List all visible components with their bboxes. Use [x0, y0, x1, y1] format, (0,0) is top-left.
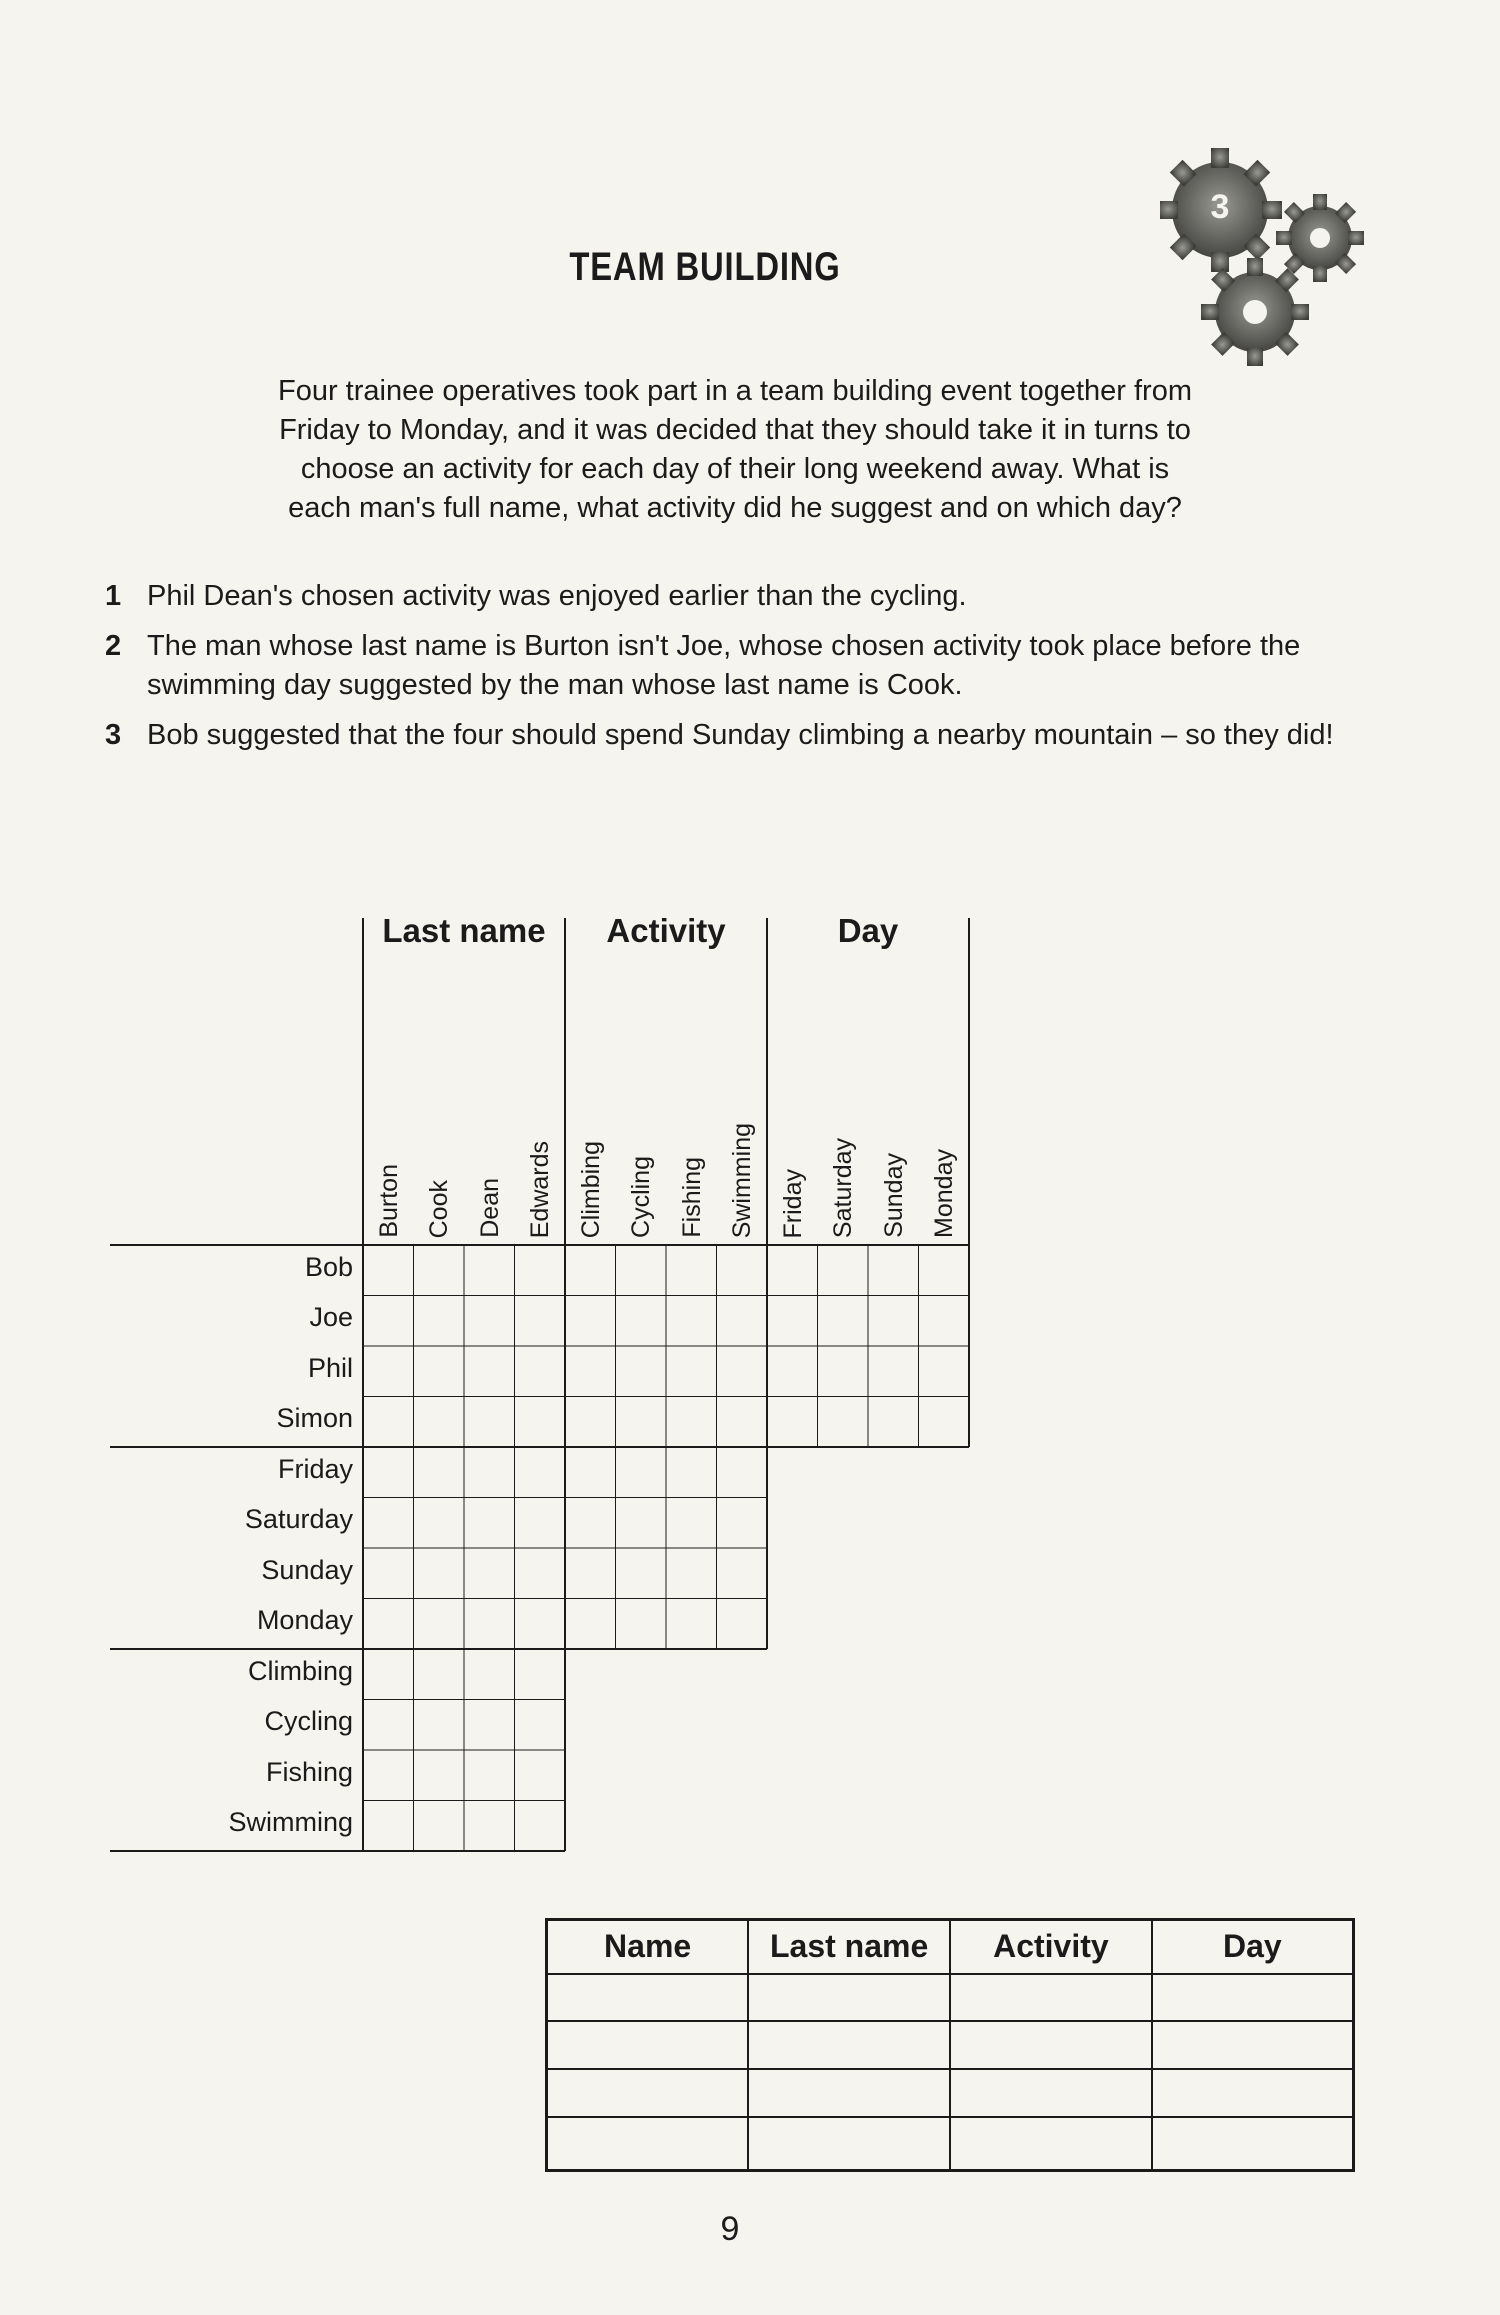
- col-header-edwards: Edwards: [526, 1140, 554, 1238]
- row-header-saturday: Saturday: [244, 1504, 353, 1534]
- col-header-saturday: Saturday: [829, 1137, 857, 1238]
- group-header-last-name: Last name: [382, 912, 546, 949]
- answer-cell[interactable]: [748, 2117, 950, 2171]
- answer-row: [547, 2021, 1354, 2069]
- col-header-fishing: Fishing: [678, 1157, 706, 1238]
- clue-number: 2: [105, 630, 122, 662]
- col-header-climbing: Climbing: [577, 1140, 605, 1238]
- clue-text: Bob suggested that the four should spend Sunday climbing a nearby mountain – so they did!: [147, 719, 1334, 751]
- row-header-cycling: Cycling: [264, 1706, 353, 1736]
- answer-cell[interactable]: [748, 2021, 950, 2069]
- answer-row: [547, 2117, 1354, 2171]
- answer-cell[interactable]: [950, 2069, 1152, 2117]
- row-header-joe: Joe: [309, 1302, 353, 1332]
- answer-cell[interactable]: [547, 1974, 749, 2022]
- row-header-swimming: Swimming: [228, 1807, 353, 1837]
- col-header-monday: Monday: [930, 1149, 958, 1238]
- column-headers: [363, 1000, 969, 1238]
- col-header-friday: Friday: [779, 1168, 807, 1238]
- answer-header-activity: Activity: [950, 1920, 1152, 1974]
- answer-header-name: Name: [547, 1920, 749, 1974]
- row-header-phil: Phil: [307, 1353, 353, 1383]
- answer-row: [547, 1974, 1354, 2022]
- col-header-cycling: Cycling: [627, 1156, 655, 1238]
- answer-cell[interactable]: [950, 1974, 1152, 2022]
- row-header-monday: Monday: [256, 1605, 353, 1635]
- clue-number: 3: [105, 719, 122, 751]
- row-header-climbing: Climbing: [247, 1656, 353, 1686]
- col-header-sunday: Sunday: [880, 1153, 908, 1238]
- answer-cell[interactable]: [547, 2021, 749, 2069]
- page-number: 9: [720, 2210, 740, 2248]
- group-header-day: Day: [837, 912, 899, 949]
- clue-text: Phil Dean's chosen activity was enjoyed earlier than the cycling.: [147, 580, 967, 612]
- answer-table: [545, 1918, 1355, 2172]
- answer-cell[interactable]: [547, 2069, 749, 2117]
- group-header-activity: Activity: [606, 912, 726, 949]
- answer-cell[interactable]: [1152, 1974, 1354, 2022]
- intro-paragraph: Four trainee operatives took part in a team building event together from Friday to Monday, and it was decided that they should take it in turns to choose an activity for each day of their long weekend away. What is each man's full name, what activity did he suggest and on which day?: [277, 375, 1192, 524]
- col-header-dean: Dean: [476, 1178, 504, 1238]
- col-header-cook: Cook: [425, 1179, 453, 1238]
- answer-cell[interactable]: [748, 1974, 950, 2022]
- row-header-sunday: Sunday: [261, 1555, 353, 1585]
- answer-cell[interactable]: [1152, 2069, 1354, 2117]
- page-title: TEAM BUILDING: [569, 245, 841, 289]
- answer-header-last-name: Last name: [748, 1920, 950, 1974]
- answer-cell[interactable]: [950, 2021, 1152, 2069]
- clue-number: 1: [105, 580, 122, 612]
- puzzle-number: 3: [1210, 188, 1230, 226]
- row-header-friday: Friday: [277, 1454, 353, 1484]
- answer-cell[interactable]: [1152, 2117, 1354, 2171]
- clue-text: The man whose last name is Burton isn't Joe, whose chosen activity took place before the swimming day suggested by the man whose last name is Cook.: [147, 630, 1301, 701]
- answer-header-day: Day: [1152, 1920, 1354, 1974]
- answer-cell[interactable]: [748, 2069, 950, 2117]
- answer-cell[interactable]: [547, 2117, 749, 2171]
- col-header-burton: Burton: [375, 1164, 403, 1238]
- row-header-simon: Simon: [276, 1403, 353, 1433]
- answer-cell[interactable]: [1152, 2021, 1354, 2069]
- answer-row: [547, 2069, 1354, 2117]
- answer-cell[interactable]: [950, 2117, 1152, 2171]
- row-header-bob: Bob: [304, 1252, 353, 1282]
- col-header-swimming: Swimming: [728, 1122, 756, 1238]
- row-header-fishing: Fishing: [265, 1757, 353, 1787]
